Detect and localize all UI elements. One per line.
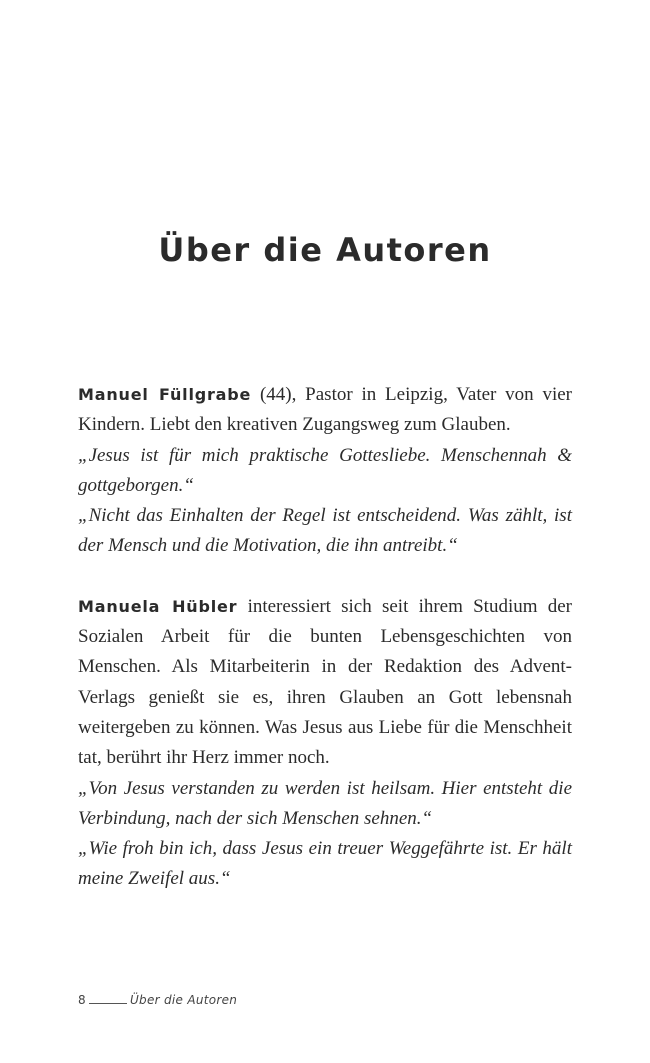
author-bio-text: interessiert sich seit ihrem Studium der Sozialen Arbeit für die bunten Lebensgeschichten von Menschen. Als Mitarbeiterin in der Redaktion des Advent-Verlags genießt sie es, ihren Glauben an Gott lebensnah weitergeben zu können. Was Jesus aus Liebe für die Menschheit tat, berührt ihr Herz immer noch.: [78, 595, 572, 769]
author-name: Manuela Hübler: [78, 596, 238, 616]
author-quote: „Von Jesus verstanden zu werden ist heilsam. Hier entsteht die Verbindung, nach der sich Menschen sehnen.“: [78, 777, 572, 829]
page-footer: [78, 993, 237, 1007]
footer-rule: [89, 1002, 127, 1004]
running-title: Über die Autoren: [129, 993, 238, 1007]
author-bio: [78, 592, 572, 774]
author-bio: [78, 380, 572, 441]
page-title: Über die Autoren: [158, 231, 492, 270]
author-name: Manuel Füllgrabe: [78, 385, 252, 404]
page-number: 8: [78, 993, 86, 1007]
author-quote: „Nicht das Einhalten der Regel ist entscheidend. Was zählt, ist der Mensch und die Motivation, die ihn antreibt.“: [78, 505, 572, 557]
author-entry-fuellgrabe: [78, 380, 572, 562]
authors-section: [78, 380, 572, 895]
author-quote: „Jesus ist für mich praktische Gottesliebe. Menschennah & gottgeborgen.“: [78, 444, 572, 496]
author-bio-text: (44), Pastor in Leipzig, Vater von vier Kindern. Liebt den kreativen Zugangsweg zum Glauben.: [78, 384, 572, 436]
author-entry-huebler: [78, 592, 572, 895]
author-quote: „Wie froh bin ich, dass Jesus ein treuer Weggefährte ist. Er hält meine Zweifel aus.“: [78, 838, 572, 890]
